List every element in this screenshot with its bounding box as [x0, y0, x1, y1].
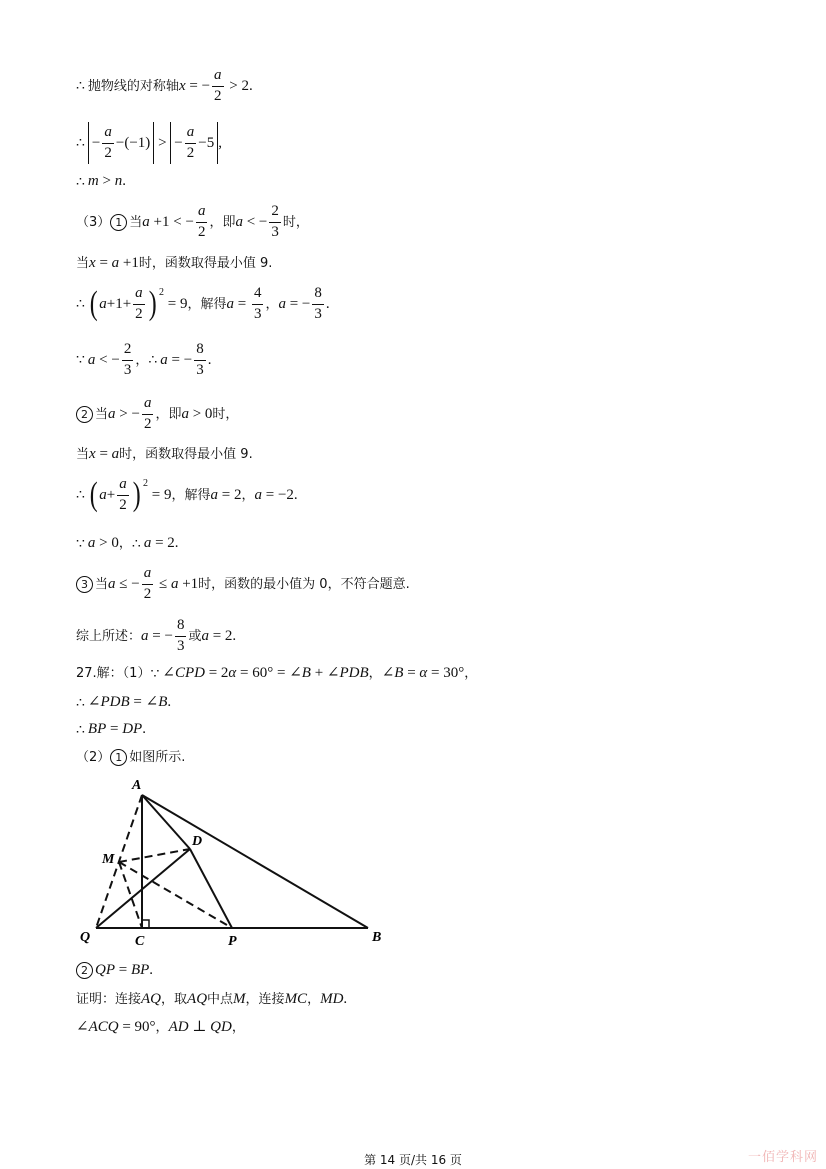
- circled-2: 2: [76, 406, 93, 423]
- label-Q: Q: [80, 930, 91, 945]
- watermark: 一佰学科网: [747, 1150, 818, 1165]
- line-q27-2: ∴ ∠ PDB = ∠ B .: [76, 694, 172, 711]
- label-A: A: [132, 778, 142, 793]
- line-AD: [142, 795, 190, 849]
- line-proof: 证明：连接 AQ ，取 AQ 中点 M ，连接 MC ， MD .: [76, 991, 348, 1007]
- fraction-a-over-2: $\frac{a}{2}$: [214, 67, 222, 104]
- line-case3: 3 当 a ≤ − $\frac{a}{2}$ ≤ a +1 时，函数的最小值为 0，不符合题意.: [76, 566, 410, 603]
- line-m-gt-n: ∴ m > n .: [76, 173, 126, 190]
- line-q27-part2-2: 2 QP = BP .: [76, 962, 153, 979]
- line-abs-compare: ∴ − $\frac{a}{2}$ −(−1) > − $\frac{a}{2}$ −5 ,: [76, 122, 222, 164]
- label-C: C: [135, 934, 145, 949]
- label-D: D: [192, 834, 203, 849]
- circled-1: 1: [110, 214, 127, 231]
- abs-right: − $\frac{a}{2}$ −5: [170, 122, 218, 164]
- line-case1-solve: ∴ ( a +1+ $\frac{a}{2}$ ) 2 = 9 ，解得 a = $\frac{4}{3}$ ， a = − $\frac{8}{3}$ .: [76, 285, 330, 323]
- line-q27-3: ∴ BP = DP .: [76, 721, 146, 738]
- line-case1: （3） 1 当 a +1 < − $\frac{a}{2}$ ，即 a < − $\frac{2}{3}$ 时，: [76, 203, 309, 240]
- line-proof-2: ∠ ACQ = 90° ， AD ⊥ QD ，: [76, 1019, 245, 1035]
- label-P: P: [228, 934, 237, 949]
- line-MC-dashed: [119, 862, 142, 928]
- line-symmetry-axis: ∴ 抛物线的对称轴 x = − $\frac{a}{2}$ > 2.: [76, 67, 253, 104]
- line-q27-1: 27.解：（1） ∵ ∠ CPD = 2 α = 60° = ∠ B + ∠ PDB ， ∠ B = α = 30° ，: [76, 665, 478, 682]
- because-symbol: ∵: [76, 352, 85, 369]
- circled-3: 3: [76, 576, 93, 593]
- therefore-symbol: ∴: [76, 78, 85, 95]
- axis-text: 抛物线的对称轴: [87, 78, 179, 94]
- line-case2: 2 当 a > − $\frac{a}{2}$ ，即 a > 0 时，: [76, 396, 238, 433]
- label-B: B: [372, 930, 382, 945]
- line-case1-min: 当 x = a +1 时 ，函数取得最小值 9.: [76, 255, 273, 271]
- line-q27-part2: （2） 1 如图所示.: [76, 750, 186, 765]
- line-MD-dashed: [119, 849, 190, 862]
- right-angle-mark: [142, 920, 149, 928]
- line-case2-min: 当 x = a 时 ，函数取得最小值 9.: [76, 446, 253, 462]
- abs-left: − $\frac{a}{2}$ −(−1): [88, 122, 154, 164]
- geometry-figure: [76, 775, 396, 955]
- line-case1-result: ∵ a < − $\frac{2}{3}$ ， ∴ a = − $\frac{8}{3}$ .: [76, 341, 212, 378]
- line-case2-result: ∵ a > 0 ， ∴ a = 2.: [76, 535, 179, 552]
- label-M: M: [102, 852, 115, 867]
- line-summary: 综上所述： a = − $\frac{8}{3}$ 或 a = 2.: [76, 617, 237, 654]
- line-case2-solve: ∴ ( a + $\frac{a}{2}$ ) 2 = 9 ，解得 a = 2 ， a = −2.: [76, 476, 298, 514]
- page-footer: 第 14 页/共 16 页: [364, 1153, 462, 1167]
